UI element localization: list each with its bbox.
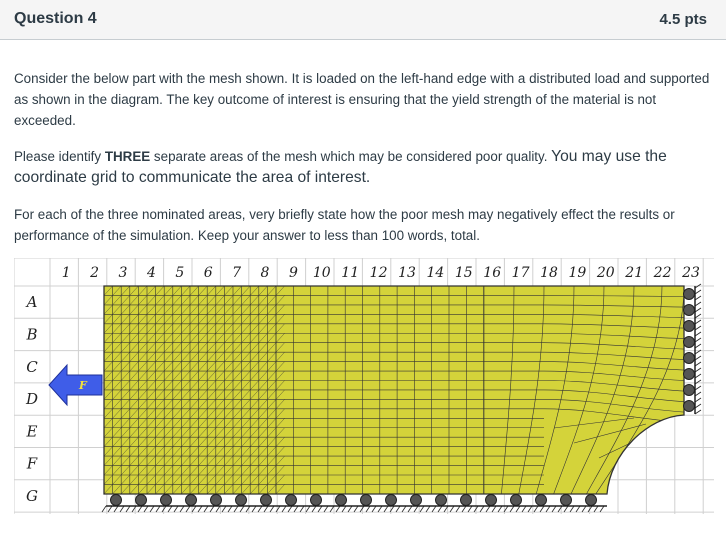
ground-hatch [695, 374, 701, 378]
column-label-8: 8 [260, 265, 270, 281]
ground-hatch [695, 356, 701, 360]
roller [536, 495, 547, 506]
question-paragraph-1: Consider the below part with the mesh shown. It is loaded on the left-hand edge with a distributed load and supported as shown in the diagram. The key outcome of interest is ensuring that the yield strength of the material is not exceeded. [14, 71, 710, 128]
column-label-12: 12 [369, 265, 388, 281]
roller [261, 495, 272, 506]
ground-hatch [695, 398, 701, 402]
ground-hatch [234, 506, 238, 512]
row-label-A: A [26, 293, 38, 312]
ground-hatch [695, 410, 701, 414]
column-label-3: 3 [118, 265, 128, 281]
column-label-2: 2 [90, 265, 100, 281]
roller [111, 495, 122, 506]
ground-hatch [498, 506, 502, 512]
ground-hatch [414, 506, 418, 512]
ground-hatch [522, 506, 526, 512]
ground-hatch [570, 506, 574, 512]
ground-hatch [306, 506, 310, 512]
column-label-1: 1 [61, 265, 71, 281]
mesh-line [121, 494, 130, 503]
column-label-15: 15 [454, 265, 473, 281]
column-label-19: 19 [568, 265, 587, 281]
ground-hatch [204, 506, 208, 512]
roller [684, 289, 695, 300]
p2-emphasis: THREE [104, 149, 151, 164]
ground-hatch [456, 506, 460, 512]
mesh-line [147, 494, 156, 503]
roller [561, 495, 572, 506]
ground-hatch [342, 506, 346, 512]
ground-hatch [222, 506, 226, 512]
roller [311, 495, 322, 506]
question-paragraph-2 [14, 146, 714, 188]
ground-hatch [108, 506, 112, 512]
column-label-5: 5 [175, 265, 185, 281]
mesh-diagram [14, 258, 726, 516]
roller [136, 495, 147, 506]
ground-hatch [528, 506, 532, 512]
roller [161, 495, 172, 506]
ground-hatch [534, 506, 538, 512]
column-label-11: 11 [341, 265, 360, 281]
ground-hatch [114, 506, 118, 512]
ground-hatch [210, 506, 214, 512]
roller [684, 305, 695, 316]
ground-hatch [216, 506, 220, 512]
ground-hatch [300, 506, 304, 512]
ground-hatch [432, 506, 436, 512]
ground-hatch [540, 506, 544, 512]
roller [211, 495, 222, 506]
ground-hatch [150, 506, 154, 512]
ground-hatch [126, 506, 130, 512]
ground-hatch [372, 506, 376, 512]
roller [684, 401, 695, 412]
ground-hatch [276, 506, 280, 512]
ground-hatch [516, 506, 520, 512]
ground-hatch [462, 506, 466, 512]
ground-hatch [480, 506, 484, 512]
ground-hatch [695, 302, 701, 306]
column-label-23: 23 [682, 265, 700, 281]
row-label-C: C [26, 357, 38, 376]
roller [684, 321, 695, 332]
ground-hatch [594, 506, 598, 512]
ground-hatch [336, 506, 340, 512]
roller [411, 495, 422, 506]
ground-hatch [288, 506, 292, 512]
ground-hatch [258, 506, 262, 512]
column-label-4: 4 [146, 265, 156, 281]
roller [461, 495, 472, 506]
row-label-G: G [26, 486, 38, 505]
ground-hatch [246, 506, 250, 512]
ground-hatch [330, 506, 334, 512]
ground-hatch [324, 506, 328, 512]
p2-text-c: separate areas of the mesh which may be considered poor quality. [150, 149, 552, 164]
column-label-10: 10 [312, 265, 331, 281]
roller [486, 495, 497, 506]
ground-hatch [402, 506, 406, 512]
ground-hatch [695, 386, 701, 390]
ground-hatch [492, 506, 496, 512]
ground-hatch [198, 506, 202, 512]
ground-hatch [695, 404, 701, 408]
question-points: 4.5 pts [659, 11, 707, 28]
column-label-13: 13 [398, 265, 416, 281]
ground-hatch [552, 506, 556, 512]
load-arrow-shape [49, 365, 102, 405]
ground-hatch [384, 506, 388, 512]
ground-hatch [312, 506, 316, 512]
ground-hatch [695, 326, 701, 330]
ground-hatch [378, 506, 382, 512]
question-title: Question 4 [14, 10, 97, 27]
ground-hatch [695, 320, 701, 324]
p2-text-a: Please identify [14, 149, 105, 164]
mesh-line [224, 494, 233, 503]
ground-hatch [174, 506, 178, 512]
ground-hatch [270, 506, 274, 512]
ground-hatch [294, 506, 298, 512]
question-paragraph-3: For each of the three nominated areas, very briefly state how the poor mesh may negatively effect the results or performance of the simulation. Keep your answer to less than 100 words, total. [14, 207, 675, 243]
ground-hatch [144, 506, 148, 512]
ground-hatch [102, 506, 106, 512]
column-label-14: 14 [426, 265, 445, 281]
question-header [0, 0, 726, 40]
ground-hatch [192, 506, 196, 512]
p2-text-d: You may use the coordinate grid to communicate the area of interest. [14, 148, 667, 186]
column-label-22: 22 [653, 265, 672, 281]
roller [684, 385, 695, 396]
ground-hatch [546, 506, 550, 512]
ground-hatch [138, 506, 142, 512]
ground-hatch [600, 506, 604, 512]
ground-hatch [576, 506, 580, 512]
mesh-line [173, 494, 182, 503]
column-label-17: 17 [511, 265, 530, 281]
ground-hatch [408, 506, 412, 512]
ground-hatch [695, 338, 701, 342]
roller [684, 353, 695, 364]
load-label: F [79, 379, 87, 392]
ground-hatch [228, 506, 232, 512]
column-label-21: 21 [625, 265, 644, 281]
row-label-B: B [26, 325, 38, 344]
ground-hatch [695, 344, 701, 348]
roller [286, 495, 297, 506]
roller [336, 495, 347, 506]
roller [386, 495, 397, 506]
ground-hatch [695, 368, 701, 372]
ground-hatch [396, 506, 400, 512]
ground-hatch [426, 506, 430, 512]
ground-hatch [420, 506, 424, 512]
column-label-18: 18 [540, 265, 558, 281]
ground-hatch [695, 314, 701, 318]
ground-hatch [468, 506, 472, 512]
ground-hatch [486, 506, 490, 512]
ground-hatch [438, 506, 442, 512]
column-label-20: 20 [596, 265, 615, 281]
row-label-E: E [26, 422, 38, 441]
column-label-7: 7 [232, 265, 242, 281]
ground-hatch [156, 506, 160, 512]
ground-hatch [582, 506, 586, 512]
ground-hatch [695, 332, 701, 336]
ground-hatch [252, 506, 256, 512]
ground-hatch [186, 506, 190, 512]
mesh-line [199, 494, 208, 503]
column-label-9: 9 [288, 265, 298, 281]
roller [684, 369, 695, 380]
ground-hatch [180, 506, 184, 512]
ground-hatch [695, 362, 701, 366]
roller [236, 495, 247, 506]
ground-hatch [695, 308, 701, 312]
ground-hatch [318, 506, 322, 512]
roller [186, 495, 197, 506]
roller [436, 495, 447, 506]
ground-hatch [168, 506, 172, 512]
roller [511, 495, 522, 506]
ground-hatch [695, 392, 701, 396]
ground-hatch [695, 290, 701, 294]
ground-hatch [348, 506, 352, 512]
ground-hatch [282, 506, 286, 512]
roller [586, 495, 597, 506]
ground-hatch [264, 506, 268, 512]
ground-hatch [510, 506, 514, 512]
ground-hatch [695, 296, 701, 300]
column-label-6: 6 [203, 265, 213, 281]
ground-hatch [450, 506, 454, 512]
roller [361, 495, 372, 506]
ground-hatch [120, 506, 124, 512]
ground-hatch [366, 506, 370, 512]
row-label-D: D [25, 390, 39, 409]
ground-hatch [354, 506, 358, 512]
column-label-16: 16 [483, 265, 502, 281]
ground-hatch [564, 506, 568, 512]
load-arrow [49, 365, 102, 405]
row-label-F: F [26, 454, 38, 473]
ground-hatch [240, 506, 244, 512]
mesh-line [250, 494, 259, 503]
roller [684, 337, 695, 348]
